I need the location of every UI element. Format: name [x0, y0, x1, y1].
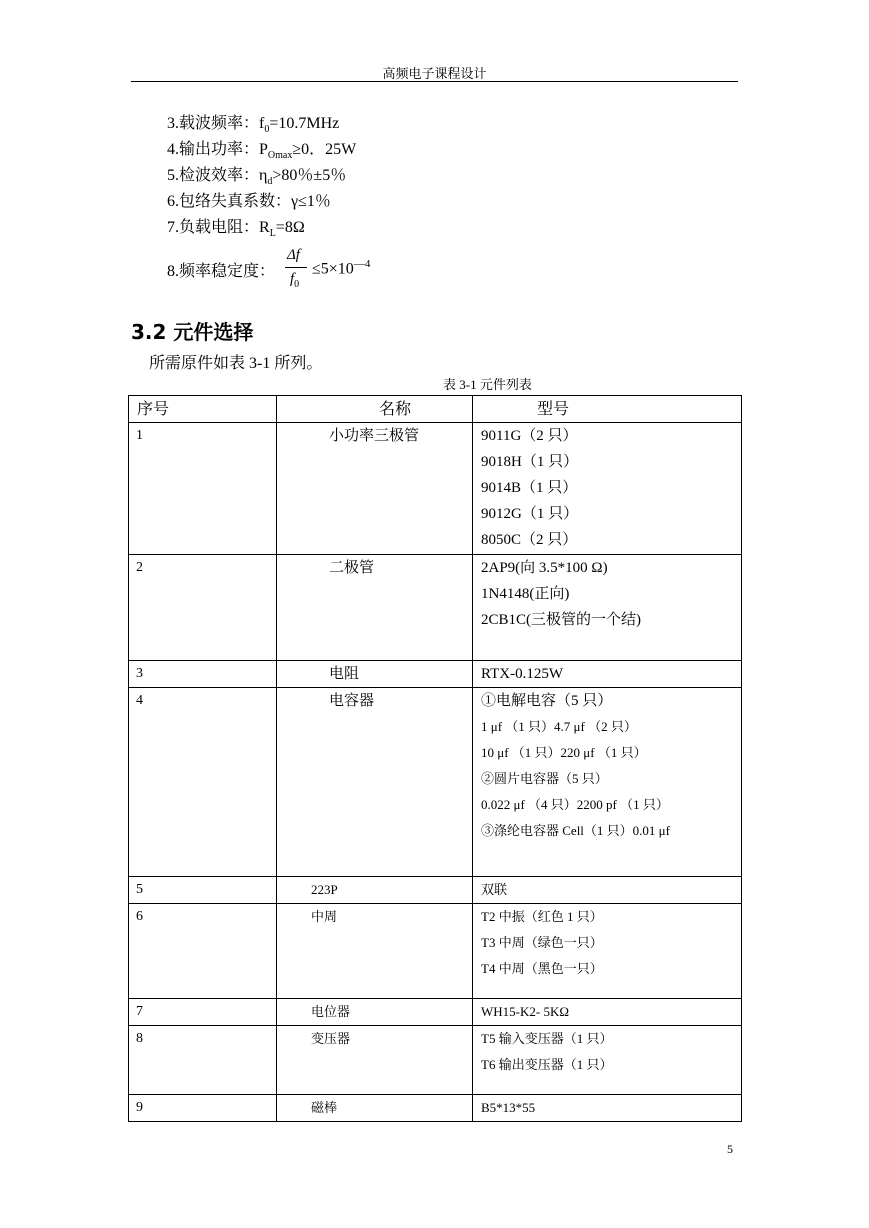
model-line: 1 μf （1 只）4.7 μf （2 只）	[481, 719, 637, 734]
model-line: ③涤纶电容器 Cell（1 只）0.01 μf	[481, 823, 670, 838]
model-line: RTX-0.125W	[481, 666, 564, 682]
model-line: 双联	[481, 882, 508, 897]
model-line: WH15-K2- 5KΩ	[481, 1004, 570, 1019]
row-number: 5	[129, 877, 277, 904]
model-line: T3 中周（绿色一只）	[481, 935, 603, 950]
model-line: T4 中周（黑色一只）	[481, 961, 603, 976]
row-name: 电阻	[329, 666, 360, 682]
table-row	[129, 423, 742, 555]
header-model: 型号	[473, 396, 742, 423]
model-line: 2CB1C(三极管的一个结)	[481, 612, 642, 628]
spec-load-resistance: 7.负载电阻：$R_L=8\Omega$	[167, 219, 305, 240]
model-line: B5*13*55	[481, 1100, 536, 1115]
model-line: 1N4148(正向)	[481, 586, 570, 602]
row-name: 变压器	[311, 1031, 351, 1046]
model-line: 8050C（2 只）	[481, 532, 578, 548]
table-row	[129, 1026, 742, 1095]
section-intro: 所需原件如表 3-1 所列。	[149, 355, 323, 372]
header-rule	[131, 81, 738, 82]
row-number: 3	[129, 661, 277, 688]
table-row	[129, 999, 742, 1026]
fraction-denominator: $f_0$	[290, 271, 300, 290]
model-line: 9011G（2 只）	[481, 428, 578, 444]
header-name: 名称	[277, 396, 473, 423]
table-header-row	[129, 396, 742, 423]
page-number: 5	[727, 1142, 733, 1156]
spec-envelope-distortion: 6.包络失真系数：γ≤1％	[167, 193, 331, 210]
table-row	[129, 555, 742, 661]
model-line: ②圆片电容器（5 只）	[481, 771, 608, 786]
table-row	[129, 1095, 742, 1122]
row-number: 4	[129, 688, 277, 877]
row-name: 电位器	[311, 1004, 351, 1019]
row-number: 1	[129, 423, 277, 555]
row-name: 223P	[311, 882, 338, 897]
model-line: T5 输入变压器（1 只）	[481, 1031, 613, 1046]
table-row	[129, 688, 742, 877]
components-table	[128, 395, 742, 1122]
section-title: 3.2 元件选择	[131, 320, 254, 344]
spec-carrier-frequency: 3.载波频率：$f_0=10.7MHz$	[167, 115, 340, 136]
spec-frequency-stability-label: 8.频率稳定度：	[167, 263, 276, 280]
table-row	[129, 661, 742, 688]
row-number: 8	[129, 1026, 277, 1095]
model-line: 9018H（1 只）	[481, 454, 579, 470]
spec-output-power: 4.输出功率：$P_{Omax}\ge 0$．25W	[167, 141, 357, 162]
model-line: T6 输出变压器（1 只）	[481, 1057, 613, 1072]
row-name: 小功率三极管	[329, 428, 420, 444]
row-name: 二极管	[329, 560, 375, 576]
table-row	[129, 904, 742, 999]
model-line: 10 μf （1 只）220 μf （1 只）	[481, 745, 647, 760]
row-number: 7	[129, 999, 277, 1026]
spec-detection-efficiency: 5.检波效率：$\eta_d>80$％±5％	[167, 167, 347, 188]
row-number: 6	[129, 904, 277, 999]
model-line: 2AP9(向 3.5*100 Ω)	[481, 560, 608, 576]
row-number: 9	[129, 1095, 277, 1122]
row-name: 电容器	[329, 693, 375, 709]
row-name: 中周	[311, 909, 338, 924]
table-caption: 表 3-1 元件列表	[443, 377, 532, 392]
model-line: ①电解电容（5 只）	[481, 693, 613, 709]
fraction-numerator: Δf	[287, 247, 300, 263]
frequency-stability-value: $\le 5\times 10^{—4}$	[312, 258, 371, 278]
model-line: 9012G（1 只）	[481, 506, 579, 522]
table-row	[129, 877, 742, 904]
page-header: 高频电子课程设计	[382, 66, 487, 81]
model-line: T2 中振（红色 1 只）	[481, 909, 603, 924]
fraction-bar	[285, 267, 307, 268]
header-serial: 序号	[129, 396, 277, 423]
row-name: 磁棒	[311, 1100, 338, 1115]
row-number: 2	[129, 555, 277, 661]
model-line: 9014B（1 只）	[481, 480, 578, 496]
model-line: 0.022 μf （4 只）2200 pf （1 只）	[481, 797, 669, 812]
